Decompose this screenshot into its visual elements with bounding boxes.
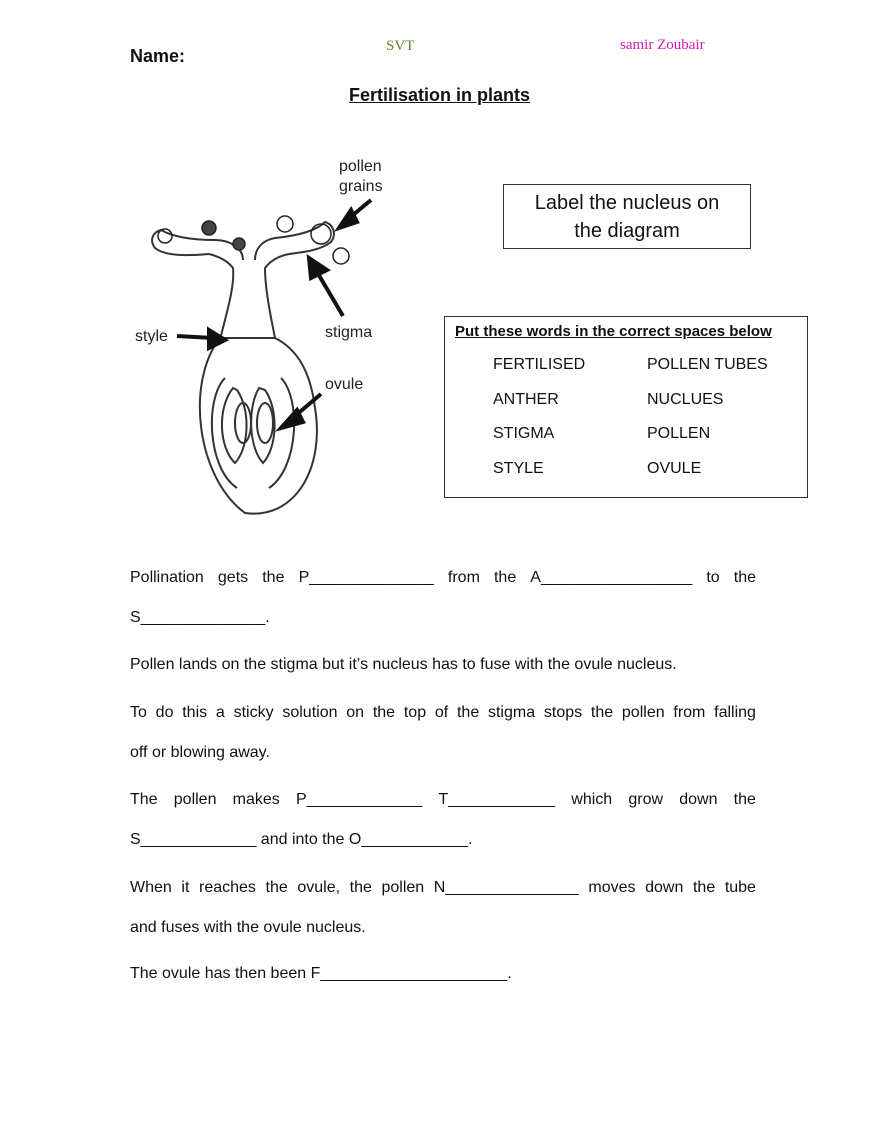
stigma-label: stigma (325, 324, 373, 341)
paragraph-nucleus (130, 878, 756, 898)
word: To (130, 704, 147, 721)
word: the (733, 791, 756, 808)
author-name: samir Zoubair (620, 37, 705, 53)
word-bank-heading: Put these words in the correct spaces below (455, 323, 772, 340)
word: which (571, 791, 613, 808)
word: the (692, 879, 716, 896)
word: it (181, 879, 190, 896)
word: ovule, (297, 879, 341, 896)
word: pollen (173, 791, 217, 808)
word: pollen (621, 704, 665, 721)
word: pollen (381, 879, 425, 896)
ovule-label: ovule (325, 376, 364, 393)
word: down (645, 879, 684, 896)
flower-carpel-diagram (125, 148, 410, 523)
blank-field[interactable]: T____________ (438, 791, 556, 808)
instruction-box (503, 184, 751, 249)
word-bank-item: FERTILISED (493, 356, 586, 373)
word-bank-item: ANTHER (493, 391, 559, 408)
blank-field[interactable]: N_______________ (433, 879, 579, 896)
word: stops (543, 704, 583, 721)
grains-label: grains (339, 178, 383, 195)
word: solution (282, 704, 338, 721)
word-bank-item: NUCLUES (647, 391, 724, 408)
subject-label: SVT (386, 38, 415, 54)
word: falling (714, 704, 756, 721)
word: makes (232, 791, 280, 808)
word: the (262, 569, 285, 586)
word: do (155, 704, 174, 721)
word: The (130, 791, 158, 808)
blank-field[interactable]: P_____________ (295, 791, 423, 808)
word: stigma (487, 704, 536, 721)
style-label: style (135, 328, 168, 345)
word-bank (444, 316, 808, 498)
word: to (706, 569, 720, 586)
word: this (182, 704, 208, 721)
stigma-lobes (152, 230, 243, 260)
word: grow (628, 791, 664, 808)
pollen-grain-cluster (158, 216, 349, 264)
word-bank-item: OVULE (647, 460, 702, 477)
word-bank-item: POLLEN (647, 425, 711, 442)
instruction-line-2: the diagram (574, 219, 680, 242)
instruction-line-1: Label the nucleus on (534, 191, 720, 214)
word: gets (217, 569, 249, 586)
word: the (372, 704, 396, 721)
paragraph-pollen-tubes (130, 790, 756, 810)
ovary-outline (200, 338, 317, 514)
blank-field[interactable]: P______________ (298, 569, 434, 586)
word: on (346, 704, 365, 721)
word: the (733, 569, 756, 586)
style-tube (209, 254, 233, 340)
paragraph-fertilised[interactable]: The ovule has then been F_____________________. (130, 965, 512, 982)
word: tube (724, 879, 756, 896)
word: moves (588, 879, 636, 896)
blank-field[interactable]: A_________________ (530, 569, 693, 586)
word: sticky (233, 704, 274, 721)
page-title: Fertilisation in plants (349, 85, 531, 105)
word: top (403, 704, 427, 721)
word: When (130, 879, 172, 896)
word: the (349, 879, 372, 896)
word-bank-item: POLLEN TUBES (647, 356, 768, 373)
paragraph-nucleus-line-2: and fuses with the ovule nucleus. (130, 919, 366, 936)
word-bank-item: STYLE (493, 460, 544, 477)
paragraph-pollen-lands: Pollen lands on the stigma but it’s nucleus has to fuse with the ovule nucleus. (130, 656, 677, 673)
word: the (265, 879, 288, 896)
stigma-arrow (317, 272, 343, 316)
word: from (447, 569, 480, 586)
name-label: Name: (130, 46, 186, 66)
paragraph-sticky-solution (130, 703, 756, 723)
paragraph-pollen-tubes-line-2[interactable]: S_____________ and into the O____________. (130, 831, 473, 848)
word: the (590, 704, 614, 721)
word: reaches (198, 879, 256, 896)
pollen-label: pollen (339, 158, 382, 175)
word: a (215, 704, 225, 721)
word: the (493, 569, 517, 586)
paragraph-pollination-line-2[interactable]: S______________. (130, 609, 270, 626)
word: down (679, 791, 718, 808)
word: the (456, 704, 480, 721)
word: Pollination (130, 569, 204, 586)
paragraph-sticky-solution-line-2: off or blowing away. (130, 744, 270, 761)
word: of (434, 704, 449, 721)
paragraph-pollination (130, 568, 756, 588)
word: from (673, 704, 706, 721)
word-bank-item: STIGMA (493, 425, 555, 442)
